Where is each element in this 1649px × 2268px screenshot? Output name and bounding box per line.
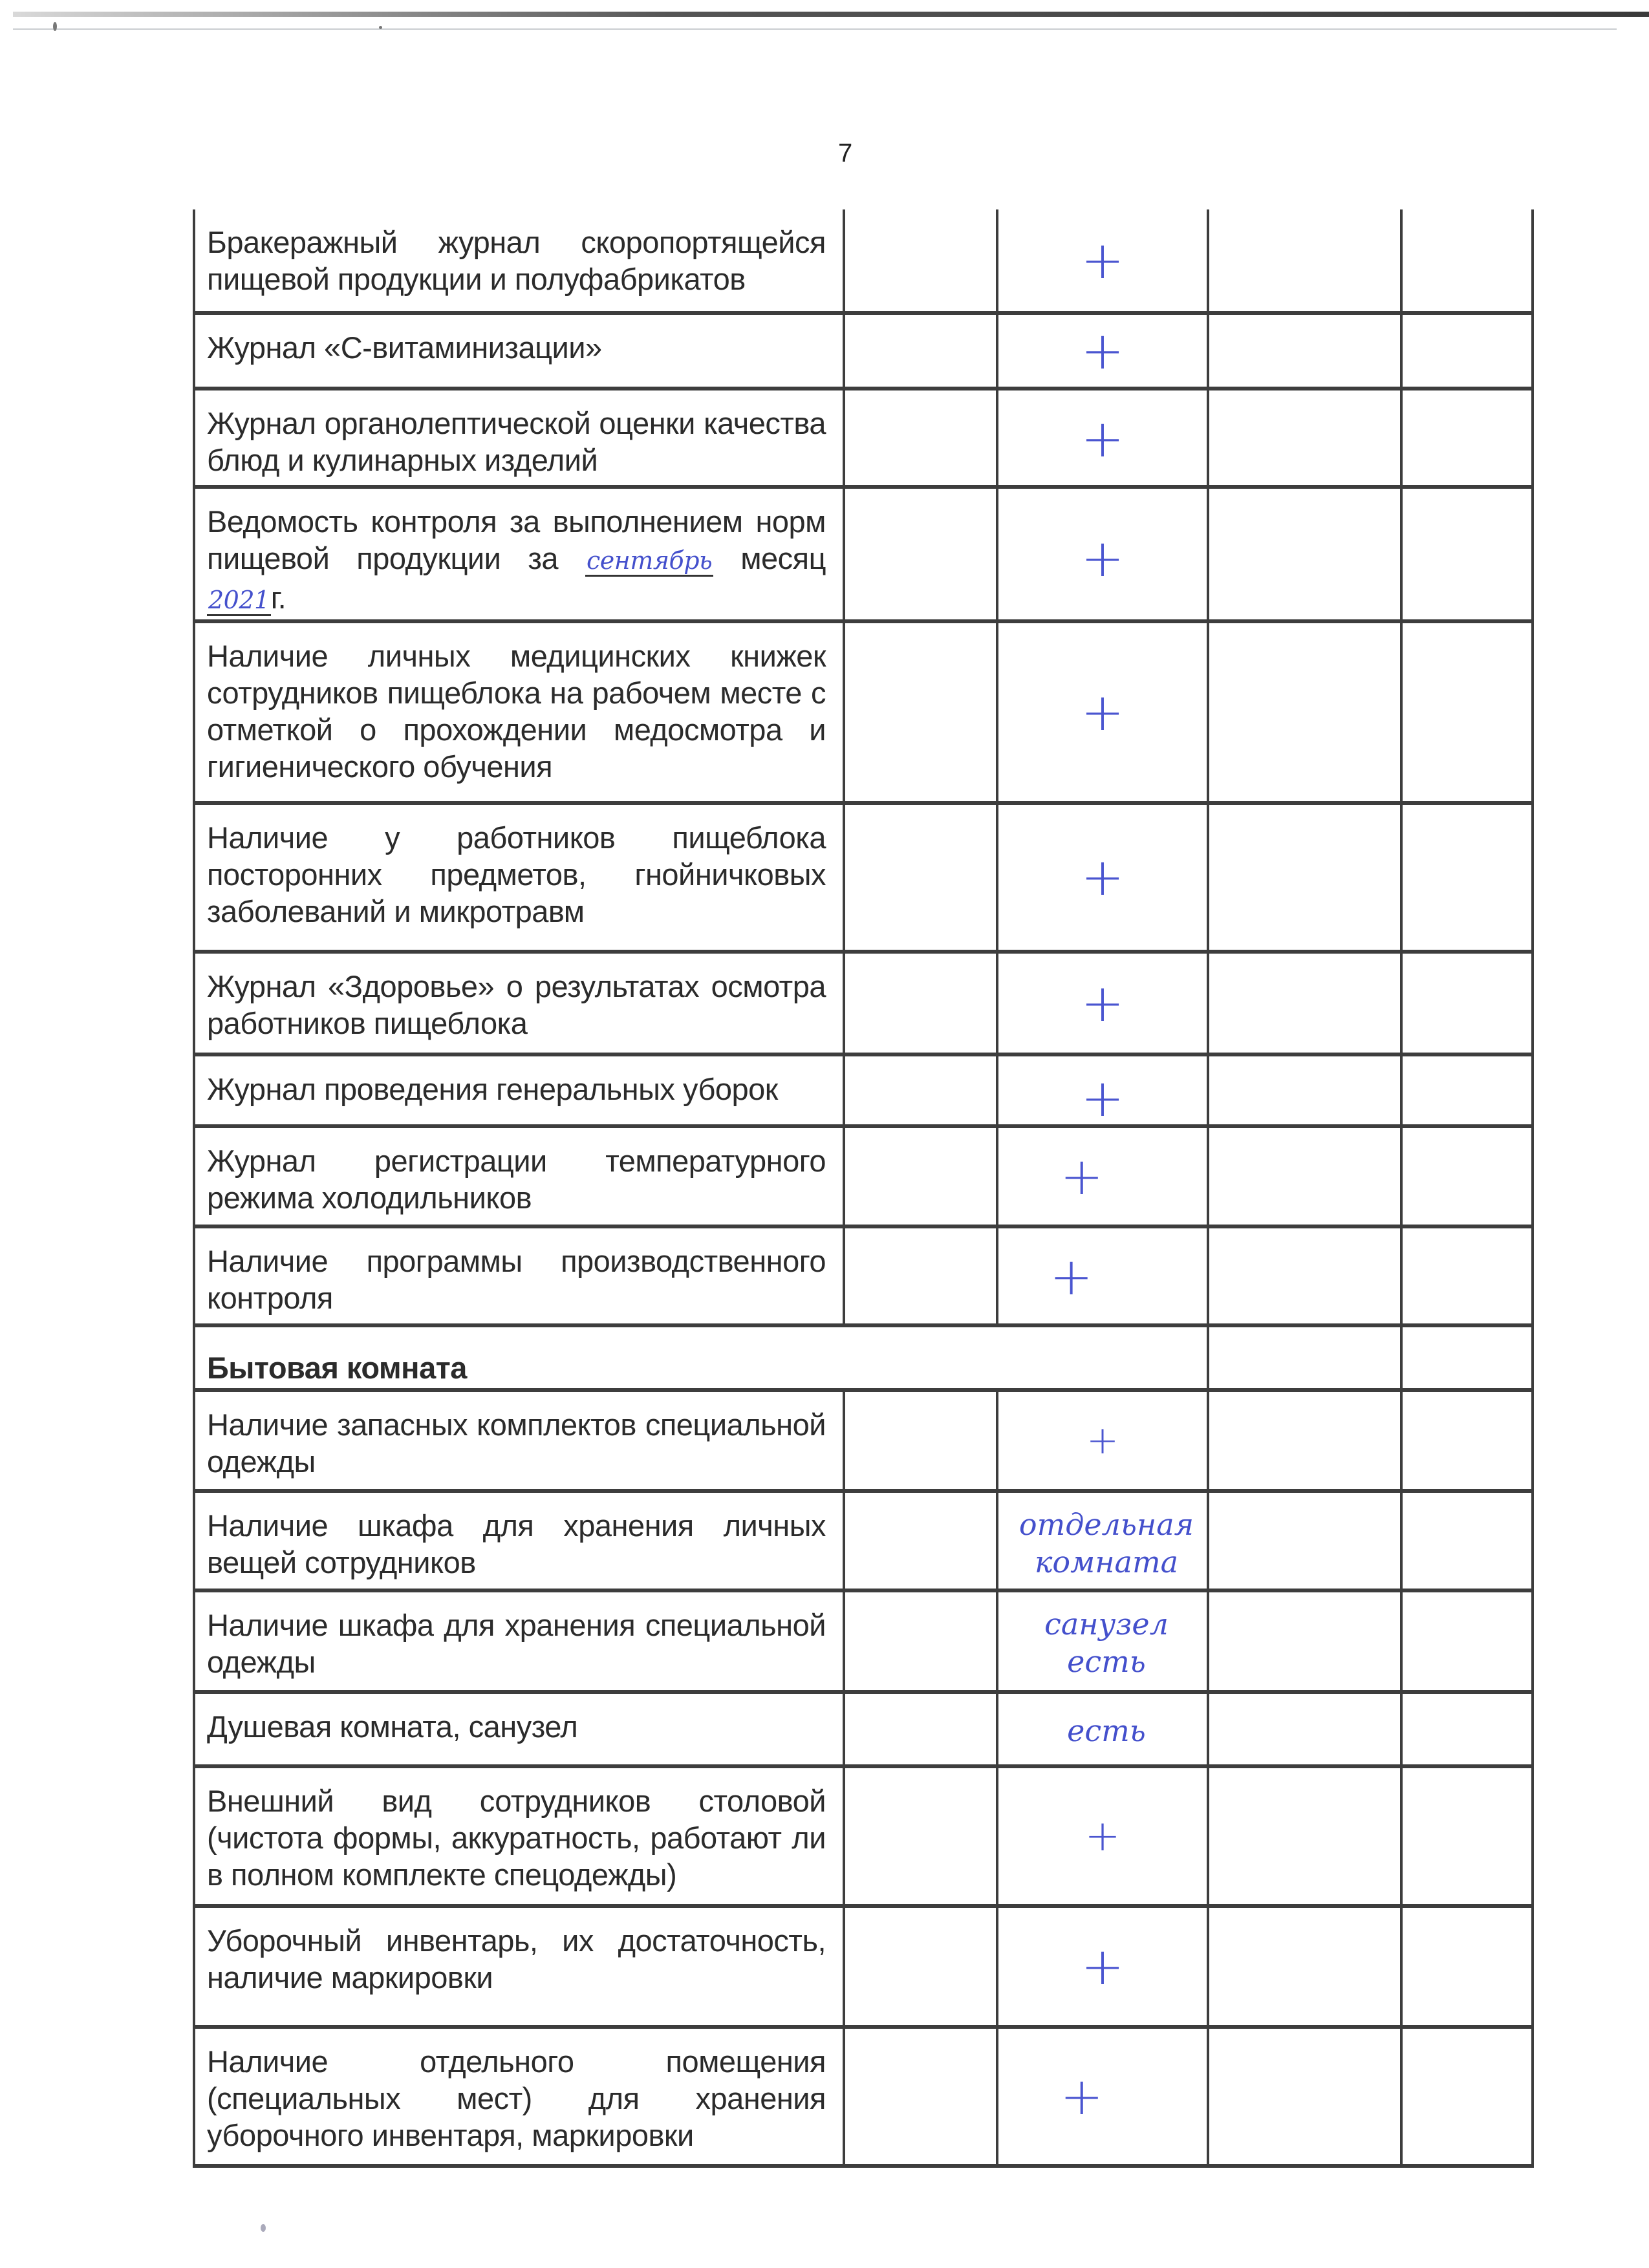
item-text: Наличие программы производственного контроля	[193, 1228, 843, 1325]
item-text: Наличие шкафа для хранения специальной одежды	[193, 1592, 843, 1690]
empty-cell	[1400, 954, 1534, 1053]
mark-cell	[996, 209, 1207, 311]
item-text-middle: месяц	[740, 541, 826, 575]
page-number: 7	[838, 139, 853, 167]
empty-cell	[1207, 489, 1400, 628]
mark-cell	[996, 1908, 1207, 2025]
table-row	[193, 390, 1534, 489]
empty-cell	[843, 1768, 996, 1904]
item-text: Журнал органолептической оценки качества блюд и кулинарных изделий	[193, 390, 843, 487]
empty-cell	[1207, 1128, 1400, 1225]
empty-cell	[843, 489, 996, 628]
item-text: Душевая комната, санузел	[193, 1694, 843, 1764]
empty-cell	[1207, 1592, 1400, 1690]
item-text: Бракеражный журнал скоропортящейся пищевой продукции и полуфабрикатов	[193, 209, 843, 311]
table-row	[193, 1228, 1534, 1327]
plus-mark: +	[1081, 409, 1125, 469]
item-text: Внешний вид сотрудников столовой (чистота формы, аккуратность, работают ли в полном комплекте спецодежды)	[193, 1768, 843, 1904]
empty-cell	[843, 2029, 996, 2164]
scan-line	[13, 28, 1617, 30]
section-title: Бытовая комната	[193, 1327, 1207, 1395]
mark-cell	[996, 1128, 1207, 1225]
mark-cell	[996, 489, 1207, 628]
plus-mark: +	[1081, 1936, 1125, 1996]
item-text: Журнал «Здоровье» о результатах осмотра работников пищеблока	[193, 954, 843, 1053]
handwritten-note: есть	[1067, 1713, 1146, 1748]
plus-mark: +	[1081, 1068, 1125, 1129]
table-row	[193, 623, 1534, 805]
table-row	[193, 1128, 1534, 1228]
handwritten-note: санузел есть	[1044, 1607, 1169, 1679]
empty-cell	[1207, 1392, 1400, 1489]
plus-mark: +	[1081, 230, 1125, 290]
item-text: Журнал «С-витаминизации»	[193, 315, 843, 387]
table-row	[193, 1592, 1534, 1694]
item-text-before: Ведомость контроля за выполнением норм пищевой продукции за	[207, 504, 826, 575]
plus-mark: +	[1084, 1811, 1121, 1861]
item-text	[193, 489, 843, 628]
empty-cell	[1400, 1493, 1534, 1590]
table-row	[193, 1392, 1534, 1493]
plus-mark: +	[1081, 681, 1125, 742]
empty-cell	[843, 1493, 996, 1590]
mark-cell	[996, 390, 1207, 487]
empty-cell	[1207, 1694, 1400, 1764]
empty-cell	[843, 1392, 996, 1489]
item-text: Наличие отдельного помещения (специальных мест) для хранения уборочного инвентаря, маркировки	[193, 2029, 843, 2164]
table-row	[193, 1908, 1534, 2029]
empty-cell	[1400, 1228, 1534, 1325]
plus-mark: +	[1086, 1418, 1119, 1463]
plus-mark: +	[1081, 847, 1125, 907]
empty-cell	[843, 209, 996, 311]
checklist-table	[193, 209, 1534, 2168]
item-text: Уборочный инвентарь, их достаточность, наличие маркировки	[193, 1908, 843, 2025]
table-row	[193, 954, 1534, 1056]
empty-cell	[1400, 1908, 1534, 2025]
empty-cell	[1400, 209, 1534, 311]
empty-cell	[1400, 623, 1534, 801]
empty-cell	[1207, 1228, 1400, 1325]
empty-cell	[1400, 315, 1534, 387]
plus-mark: +	[1050, 1246, 1094, 1307]
mark-cell	[996, 1768, 1207, 1904]
item-text: Наличие у работников пищеблока посторонних предметов, гнойничковых заболеваний и микротравм	[193, 805, 843, 950]
table-row	[193, 1493, 1534, 1592]
table-row	[193, 209, 1534, 315]
empty-cell	[1400, 1327, 1534, 1395]
empty-cell	[1207, 2029, 1400, 2164]
note-cell	[996, 1493, 1207, 1590]
empty-cell	[1400, 1592, 1534, 1690]
scan-speck	[53, 22, 57, 31]
empty-cell	[843, 805, 996, 950]
empty-cell	[1400, 489, 1534, 628]
empty-cell	[1207, 1327, 1400, 1395]
plus-mark: +	[1081, 528, 1125, 588]
empty-cell	[1207, 1768, 1400, 1904]
mark-cell	[996, 805, 1207, 950]
scan-speck	[379, 26, 382, 29]
table-row	[193, 315, 1534, 390]
mark-cell	[996, 954, 1207, 1053]
empty-cell	[1400, 2029, 1534, 2164]
empty-cell	[1207, 623, 1400, 801]
handwritten-year: 2021	[207, 586, 271, 616]
section-header-row	[193, 1327, 1534, 1392]
plus-mark: +	[1081, 972, 1125, 1033]
empty-cell	[1207, 315, 1400, 387]
plus-mark: +	[1060, 1146, 1104, 1206]
empty-cell	[1400, 1392, 1534, 1489]
table-row	[193, 805, 1534, 954]
empty-cell	[1207, 1493, 1400, 1590]
scan-speck	[261, 2224, 266, 2232]
mark-cell	[996, 1228, 1207, 1325]
mark-cell	[996, 2029, 1207, 2164]
table-row	[193, 1694, 1534, 1768]
empty-cell	[1400, 1768, 1534, 1904]
empty-cell	[1207, 390, 1400, 487]
empty-cell	[843, 390, 996, 487]
empty-cell	[843, 1592, 996, 1690]
handwritten-note: отдельная комната	[1018, 1507, 1194, 1579]
table-row	[193, 1768, 1534, 1908]
item-text: Журнал регистрации температурного режима холодильников	[193, 1128, 843, 1225]
empty-cell	[1400, 390, 1534, 487]
mark-cell	[996, 1056, 1207, 1129]
empty-cell	[843, 954, 996, 1053]
item-text: Наличие запасных комплектов специальной одежды	[193, 1392, 843, 1489]
empty-cell	[843, 623, 996, 801]
empty-cell	[1207, 1056, 1400, 1124]
mark-cell	[996, 623, 1207, 801]
note-cell	[996, 1592, 1207, 1690]
handwritten-month: сентябрь	[585, 546, 713, 577]
mark-cell	[996, 1392, 1207, 1489]
table-row	[193, 489, 1534, 623]
empty-cell	[843, 1228, 996, 1325]
empty-cell	[843, 1056, 996, 1124]
item-text: Журнал проведения генеральных уборок	[193, 1056, 843, 1124]
empty-cell	[843, 1128, 996, 1225]
item-text: Наличие шкафа для хранения личных вещей сотрудников	[193, 1493, 843, 1590]
scan-edge	[13, 12, 1649, 17]
empty-cell	[843, 315, 996, 387]
plus-mark: +	[1060, 2066, 1104, 2126]
note-cell	[996, 1694, 1207, 1764]
item-text: Наличие личных медицинских книжек сотрудников пищеблока на рабочем месте с отметкой о прохождении медосмотра и гигиенического обучения	[193, 623, 843, 801]
empty-cell	[1207, 1908, 1400, 2025]
empty-cell	[1207, 209, 1400, 311]
mark-cell	[996, 315, 1207, 387]
table-row	[193, 2029, 1534, 2168]
item-text-after: г.	[270, 581, 286, 615]
empty-cell	[1400, 1694, 1534, 1764]
plus-mark: +	[1081, 320, 1125, 381]
table-row	[193, 1056, 1534, 1128]
empty-cell	[1400, 805, 1534, 950]
empty-cell	[1400, 1056, 1534, 1124]
empty-cell	[1400, 1128, 1534, 1225]
empty-cell	[1207, 805, 1400, 950]
empty-cell	[843, 1694, 996, 1764]
empty-cell	[1207, 954, 1400, 1053]
empty-cell	[843, 1908, 996, 2025]
